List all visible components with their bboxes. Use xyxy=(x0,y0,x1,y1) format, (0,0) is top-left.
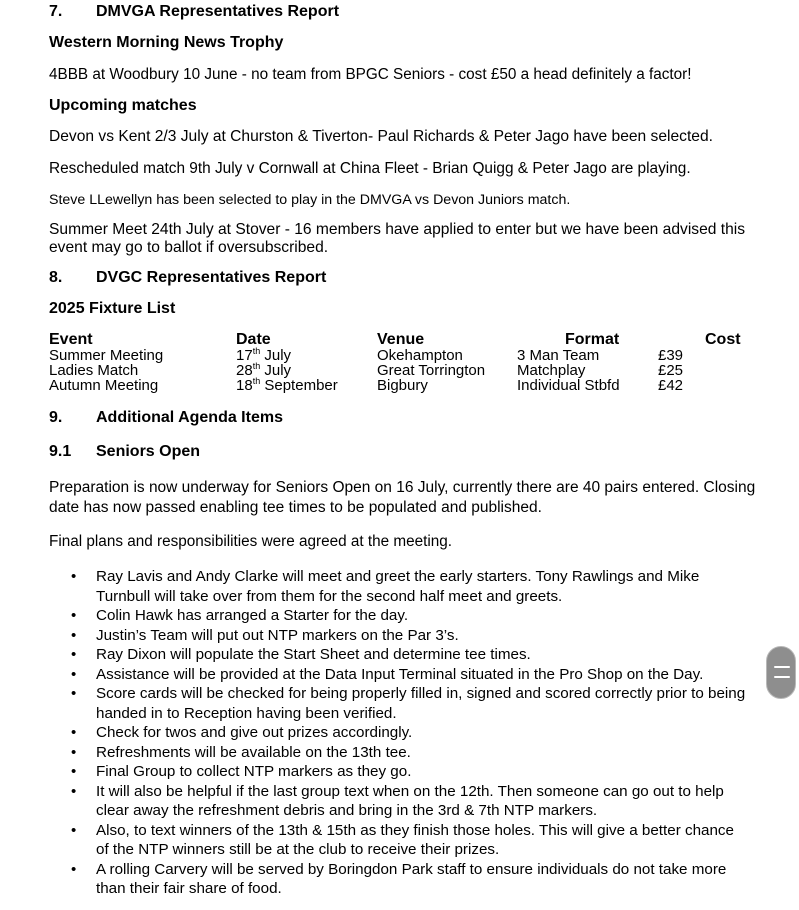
cell-venue: Great Torrington xyxy=(377,362,486,379)
bullet-icon: • xyxy=(71,724,77,741)
section-7-title: DMVGA Representatives Report xyxy=(96,3,340,20)
list-item: • Check for twos and give out prizes accordingly. xyxy=(71,724,413,741)
grip-line-icon xyxy=(774,676,790,678)
list-item: • Score cards will be checked for being properly filled in, signed and scored correctly prior to being handed in to Reception having been verified. xyxy=(71,685,746,722)
list-item: • Ray Dixon will populate the Start Sheet and determine tee times. xyxy=(71,646,531,663)
column-header-venue: Venue xyxy=(377,331,425,348)
list-item: • It will also be helpful if the last group text when on the 12th. Then someone can go out to help clear away the refreshment debris and bring in the 3rd & 7th NTP markers. xyxy=(71,782,724,819)
section-8-number: 8. xyxy=(49,269,63,286)
grip-line-icon xyxy=(774,666,790,668)
list-item: • Refreshments will be available on the 13th tee. xyxy=(71,743,411,761)
list-item: • Colin Hawk has arranged a Starter for the day. xyxy=(71,607,409,624)
list-item: • Ray Lavis and Andy Clarke will meet and greet the early starters. Tony Rawlings and Mike Turnbull will take over from them for the second half meet and greets. xyxy=(71,568,700,605)
cell-date: 17th July xyxy=(236,346,292,364)
subsection-9-1-number: 9.1 xyxy=(49,443,72,460)
fixture-list-heading: 2025 Fixture List xyxy=(49,300,176,317)
summer-meet-text: Summer Meet 24th July at Stover - 16 members have applied to enter but we have been advised this event may go to ballot if oversubscribed. xyxy=(49,221,746,256)
cell-format: 3 Man Team xyxy=(517,347,600,364)
trophy-text: 4BBB at Woodbury 10 June - no team from BPGC Seniors - cost £50 a head definitely a factor! xyxy=(49,66,692,83)
bullet-icon: • xyxy=(71,646,77,663)
bullet-icon: • xyxy=(71,665,77,683)
list-item: • Also, to text winners of the 13th & 15th as they finish those holes. This will give a better chance of the NTP winners still be at the club to receive their prizes. xyxy=(71,821,734,858)
section-8-title: DVGC Representatives Report xyxy=(96,269,327,286)
cell-format: Individual Stbfd xyxy=(517,377,620,394)
cell-event: Autumn Meeting xyxy=(49,377,159,394)
column-header-date: Date xyxy=(236,331,271,348)
trophy-heading: Western Morning News Trophy xyxy=(49,34,284,51)
bullet-icon: • xyxy=(71,821,77,839)
bullet-icon: • xyxy=(71,607,77,624)
bullet-icon: • xyxy=(71,782,77,800)
cell-venue: Bigbury xyxy=(377,377,428,394)
cell-date: 28th July xyxy=(236,361,292,379)
cell-cost: £25 xyxy=(658,362,684,379)
bullet-icon: • xyxy=(71,860,77,878)
column-header-event: Event xyxy=(49,331,93,348)
list-item: • Justin’s Team will put out NTP markers on the Par 3’s. xyxy=(71,626,459,644)
subsection-9-1-title: Seniors Open xyxy=(96,443,201,460)
upcoming-heading: Upcoming matches xyxy=(49,97,197,114)
cell-venue: Okehampton xyxy=(377,347,463,364)
match-3-text: Steve LLewellyn has been selected to play in the DMVGA vs Devon Juniors match. xyxy=(49,192,571,208)
preparation-text: Preparation is now underway for Seniors Open on 16 July, currently there are 40 pairs entered. Closing date has now passed enabling tee times to be populated and published. xyxy=(49,479,756,516)
list-item: • A rolling Carvery will be served by Boringdon Park staff to ensure individuals do not take more than their fair share of food. xyxy=(71,860,727,897)
bullet-icon: • xyxy=(71,568,77,585)
column-header-cost: Cost xyxy=(705,331,741,348)
bullet-icon: • xyxy=(71,626,77,644)
cell-cost: £39 xyxy=(658,347,684,364)
bullet-icon: • xyxy=(71,685,77,702)
cell-event: Ladies Match xyxy=(49,362,139,379)
list-item: • Assistance will be provided at the Data Input Terminal situated in the Pro Shop on the Day. xyxy=(71,665,704,683)
section-9-title: Additional Agenda Items xyxy=(96,409,283,426)
scroll-handle[interactable] xyxy=(766,646,796,699)
cell-format: Matchplay xyxy=(517,362,586,379)
bullet-icon: • xyxy=(71,743,77,761)
cell-cost: £42 xyxy=(658,377,684,394)
match-1-text: Devon vs Kent 2/3 July at Churston & Tiverton- Paul Richards & Peter Jago have been selected. xyxy=(49,128,713,145)
bullet-icon: • xyxy=(71,763,77,780)
list-item: • Final Group to collect NTP markers as they go. xyxy=(71,763,412,780)
section-9-number: 9. xyxy=(49,409,63,426)
final-plans-text: Final plans and responsibilities were agreed at the meeting. xyxy=(49,533,453,550)
match-2-text: Rescheduled match 9th July v Cornwall at China Fleet - Brian Quigg & Peter Jago are playing. xyxy=(49,160,691,177)
cell-date: 18th September xyxy=(236,376,338,394)
column-header-format: Format xyxy=(565,331,620,348)
responsibilities-list xyxy=(49,567,749,899)
section-7-number: 7. xyxy=(49,3,63,20)
cell-event: Summer Meeting xyxy=(49,347,164,364)
